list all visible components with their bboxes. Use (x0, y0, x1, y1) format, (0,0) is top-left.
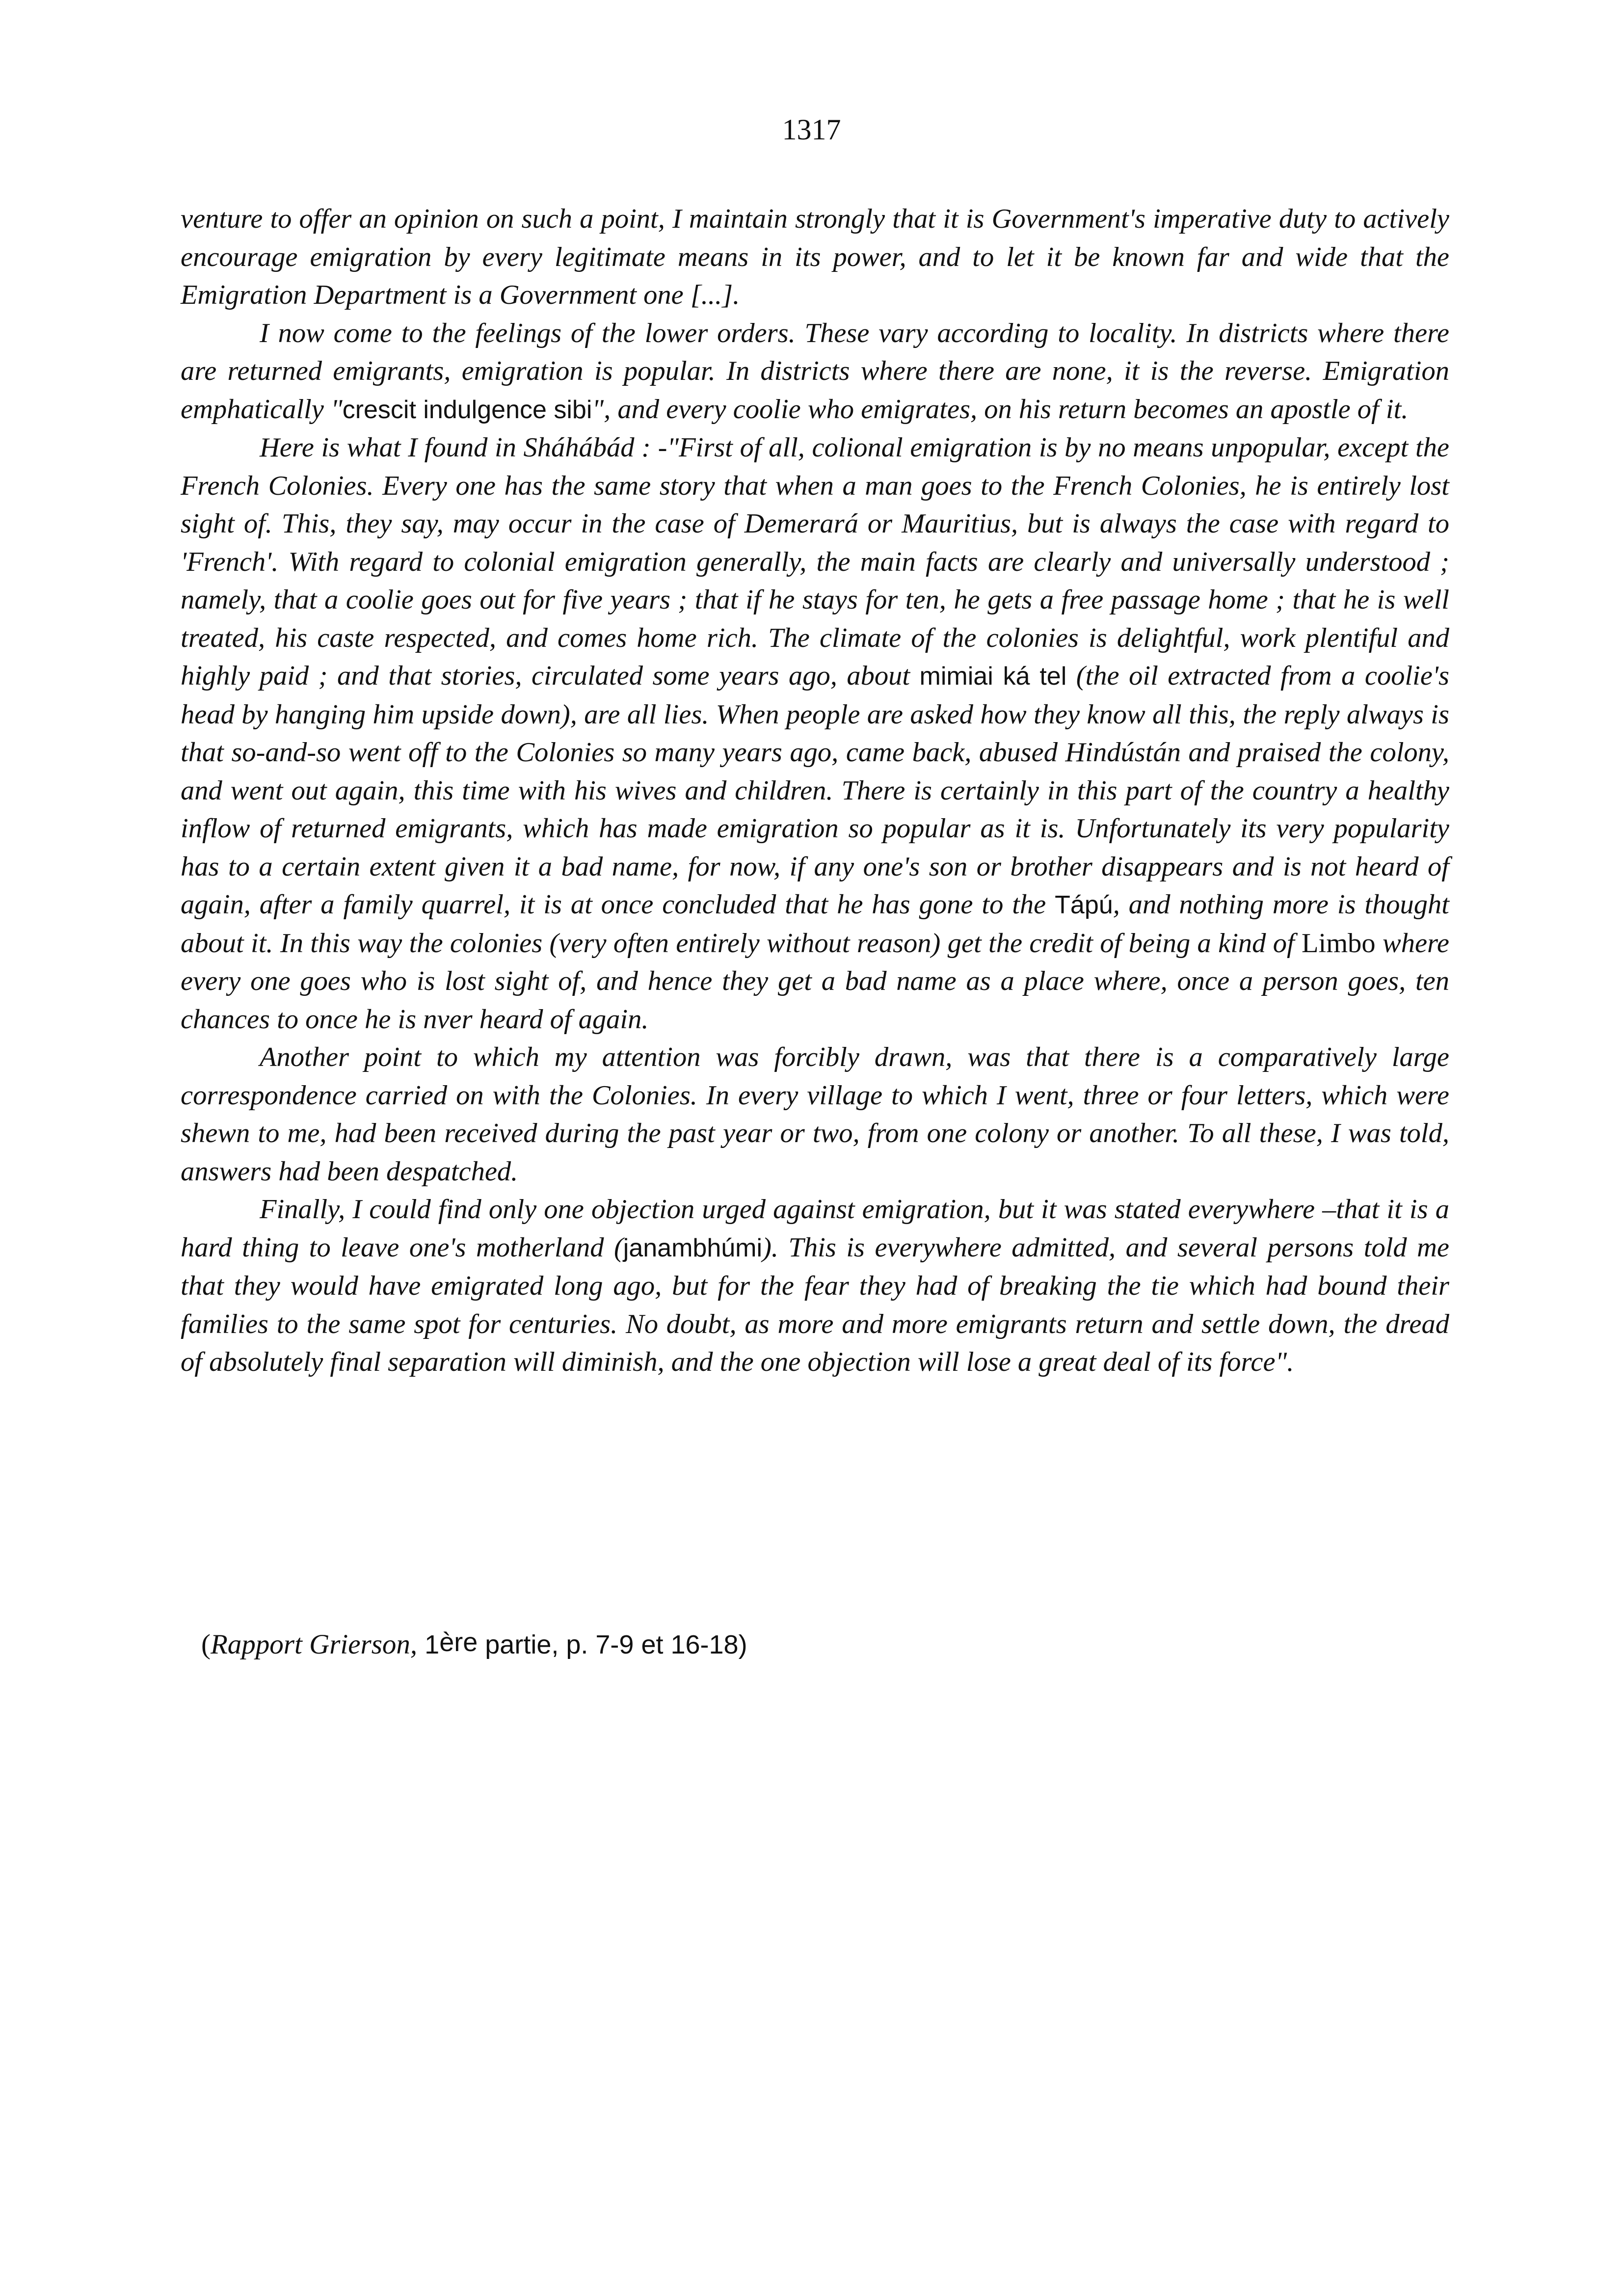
paragraph-1 (181, 200, 1449, 315)
paragraph-2-text-b: ", and every coolie who emigrates, on his return becomes an apostle of it. (592, 394, 1409, 425)
paragraph-4-text: Another point to which my attention was forcibly drawn, was that there is a comparatively large correspondence carried on with the Colonies. In every village to which I went, three or four letters, which were shewn to me, had been received during the past year or two, from one colony or another. To all these, I was told, answers had been despatched. (181, 1042, 1449, 1187)
citation-pages: partie, p. 7-9 et 16-18) (478, 1630, 747, 1659)
paragraph-3-text-c: , and nothing more is thought about it. In this way the colonies (very often entirely without reason) get the credit of being a kind of (181, 889, 1450, 959)
term-tapu: Tápú (1055, 891, 1113, 919)
citation-superscript: ère (439, 1628, 478, 1657)
citation-part-number: 1 (417, 1630, 440, 1659)
term-mimiai-ka-tel: mimiai ká tel (919, 662, 1067, 691)
main-text (181, 200, 1449, 1382)
page-number: 1317 (782, 113, 841, 146)
paragraph-2-text-a: I now come to the feelings of the lower orders. These vary according to locality. In districts where there are returned emigrants, emigration is popular. In districts where there are none, it is the reverse. Emigration emphatically " (181, 318, 1449, 425)
term-janambhumi: janambhúmi (623, 1233, 763, 1262)
citation-open: ( (201, 1629, 211, 1660)
latin-quote: crescit indulgence sibi (342, 395, 592, 424)
paragraph-4 (181, 1039, 1449, 1191)
paragraph-2 (181, 315, 1449, 429)
citation (201, 1626, 747, 1664)
paragraph-1-text: venture to offer an opinion on such a point, I maintain strongly that it is Government's imperative duty to actively encourage emigration by every legitimate means in its power, and to let it be known far and wide that the Emigration Department is a Government one [...]. (181, 204, 1449, 310)
paragraph-5-text-b: ). This is everywhere admitted, and several persons told me that they would have emigrated long ago, but for the fear they had of breaking the tie which had bound their families to the same spot for centuries. No doubt, as more and more emigrants return and settle down, the dread of absolutely final separation will diminish, and the one objection will lose a great deal of its force". (181, 1232, 1449, 1377)
term-limbo: Limbo (1302, 928, 1376, 959)
paragraph-3 (181, 429, 1449, 1039)
paragraph-5 (181, 1191, 1449, 1382)
paragraph-3-text-b: (the oil extracted from a coolie's head by hanging him upside down), are all lies. When people are asked how they know all this, the reply always is that so-and-so went off to the Colonies so many years ago, came back, abused Hindústán and praised the colony, and went out again, this time with his wives and children. There is certainly in this part of the country a healthy inflow of returned emigrants, which has made emigration so popular as it is. Unfortunately its very popularity has to a certain extent given it a bad name, for now, if any one's son or brother disappears and is not heard of again, after a family quarrel, it is at once concluded that he has gone to the (181, 661, 1449, 920)
paragraph-3-text-d: where every one goes who is lost sight of, and hence they get a bad name as a place where, once a person goes, ten chances to once he is nver heard of again. (181, 928, 1449, 1035)
citation-source: Rapport Grierson, (210, 1629, 418, 1660)
paragraph-3-text-a: Here is what I found in Sháhábád : -"First of all, colional emigration is by no means unpopular, except the French Colonies. Every one has the same story that when a man goes to the French Colonies, he is entirely lost sight of. This, they say, may occur in the case of Demerará or Mauritius, but is always the case with regard to 'French'. With regard to colonial emigration generally, the main facts are clearly and universally understood ; namely, that a coolie goes out for five years ; that if he stays for ten, he gets a free passage home ; that he is well treated, his caste respected, and comes home rich. The climate of the colonies is delightful, work plentiful and highly paid ; and that stories, circulated some years ago, about (181, 432, 1449, 691)
paragraph-5-text-a: Finally, I could find only one objection urged against emigration, but it was stated everywhere –that it is a hard thing to leave one's motherland ( (181, 1194, 1449, 1263)
